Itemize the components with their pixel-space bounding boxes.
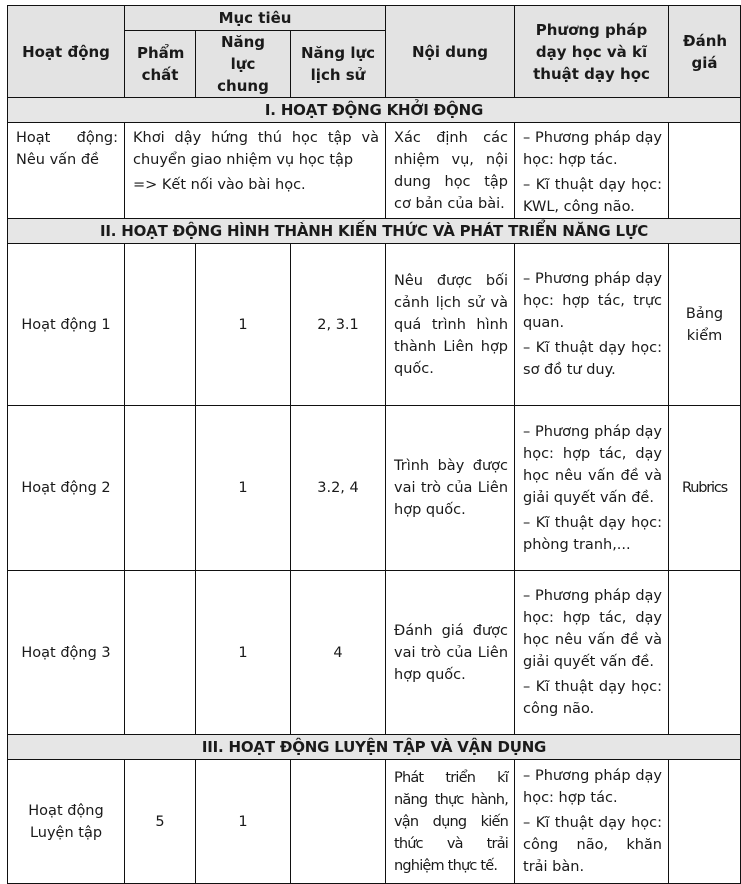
history-competence-cell bbox=[291, 760, 386, 884]
activity-cell: Hoạt động 1 bbox=[8, 244, 125, 406]
content-cell: Xác định các nhiệm vụ, nội dung học tập cơ bản của bài. bbox=[386, 123, 515, 219]
content-cell: Đánh giá được vai trò của Liên hợp quốc. bbox=[386, 571, 515, 735]
technique-text: – Kĩ thuật dạy học: công não, khăn trải bàn. bbox=[523, 815, 663, 875]
objective-text-2: => Kết nối vào bài học. bbox=[133, 177, 306, 193]
assessment-cell: Bảng kiểm bbox=[669, 244, 741, 406]
lesson-plan-table bbox=[7, 5, 741, 884]
history-competence-cell: 3.2, 4 bbox=[291, 406, 386, 571]
history-competence-cell: 2, 3.1 bbox=[291, 244, 386, 406]
activity-cell: Hoạt động 3 bbox=[8, 571, 125, 735]
content-cell: Phát triển kĩ năng thực hành, vận dụng kiến thức và trải nghiệm thực tế. bbox=[386, 760, 515, 884]
objective-merged-cell bbox=[125, 123, 386, 219]
method-text: – Phương pháp dạy học: hợp tác, dạy học nêu vấn đề và giải quyết vấn đề. bbox=[523, 588, 663, 670]
activity-cell: Hoạt động: Nêu vấn đề bbox=[8, 123, 125, 219]
section-title: II. HOẠT ĐỘNG HÌNH THÀNH KIẾN THỨC VÀ PHÁT TRIỂN NĂNG LỰC bbox=[8, 219, 741, 244]
method-cell bbox=[515, 123, 669, 219]
quality-cell bbox=[125, 571, 196, 735]
quality-cell: 5 bbox=[125, 760, 196, 884]
assessment-cell bbox=[669, 123, 741, 219]
general-competence-cell: 1 bbox=[196, 571, 291, 735]
technique-text: – Kĩ thuật dạy học: phòng tranh,... bbox=[523, 514, 663, 553]
table-row bbox=[8, 406, 741, 571]
header-quality: Phẩm chất bbox=[125, 31, 196, 98]
section-row-2 bbox=[8, 219, 741, 244]
method-text: – Phương pháp dạy học: hợp tác, dạy học nêu vấn đề và giải quyết vấn đề. bbox=[523, 423, 663, 506]
section-row-1 bbox=[8, 98, 741, 123]
header-row-1 bbox=[8, 6, 741, 31]
assessment-cell bbox=[669, 571, 741, 735]
header-objectives: Mục tiêu bbox=[125, 6, 386, 31]
method-text: – Phương pháp dạy học: hợp tác. bbox=[523, 130, 663, 168]
objective-text: Khơi dậy hứng thú học tập và chuyển giao nhiệm vụ học tập bbox=[133, 130, 380, 168]
activity-cell: Hoạt động Luyện tập bbox=[8, 760, 125, 884]
quality-cell bbox=[125, 244, 196, 406]
assessment-cell bbox=[669, 760, 741, 884]
section-row-3 bbox=[8, 735, 741, 760]
header-methods: Phương pháp dạy học và kĩ thuật dạy học bbox=[515, 6, 669, 98]
content-cell: Trình bày được vai trò của Liên hợp quốc. bbox=[386, 406, 515, 571]
assessment-cell: Rubrics bbox=[669, 406, 741, 571]
header-activity: Hoạt động bbox=[8, 6, 125, 98]
method-cell bbox=[515, 760, 669, 884]
header-assessment: Đánh giá bbox=[669, 6, 741, 98]
table-row bbox=[8, 123, 741, 219]
header-history-competence: Năng lực lịch sử bbox=[291, 31, 386, 98]
general-competence-cell: 1 bbox=[196, 760, 291, 884]
content-cell: Nêu được bối cảnh lịch sử và quá trình hình thành Liên hợp quốc. bbox=[386, 244, 515, 406]
table-row bbox=[8, 760, 741, 884]
method-cell bbox=[515, 244, 669, 406]
activity-cell: Hoạt động 2 bbox=[8, 406, 125, 571]
general-competence-cell: 1 bbox=[196, 406, 291, 571]
technique-text: – Kĩ thuật dạy học: công não. bbox=[523, 679, 663, 717]
technique-text: – Kĩ thuật dạy học: KWL, công não. bbox=[523, 177, 663, 215]
technique-text: – Kĩ thuật dạy học: sơ đồ tư duy. bbox=[523, 340, 663, 378]
section-title: III. HOẠT ĐỘNG LUYỆN TẬP VÀ VẬN DỤNG bbox=[8, 735, 741, 760]
header-content: Nội dung bbox=[386, 6, 515, 98]
general-competence-cell: 1 bbox=[196, 244, 291, 406]
table-row bbox=[8, 571, 741, 735]
header-general-competence: Năng lực chung bbox=[196, 31, 291, 98]
section-title: I. HOẠT ĐỘNG KHỞI ĐỘNG bbox=[8, 98, 741, 123]
quality-cell bbox=[125, 406, 196, 571]
method-text: – Phương pháp dạy học: hợp tác. bbox=[523, 768, 663, 806]
method-text: – Phương pháp dạy học: hợp tác, trực quan. bbox=[523, 271, 663, 331]
history-competence-cell: 4 bbox=[291, 571, 386, 735]
table-row bbox=[8, 244, 741, 406]
method-cell bbox=[515, 571, 669, 735]
method-cell bbox=[515, 406, 669, 571]
